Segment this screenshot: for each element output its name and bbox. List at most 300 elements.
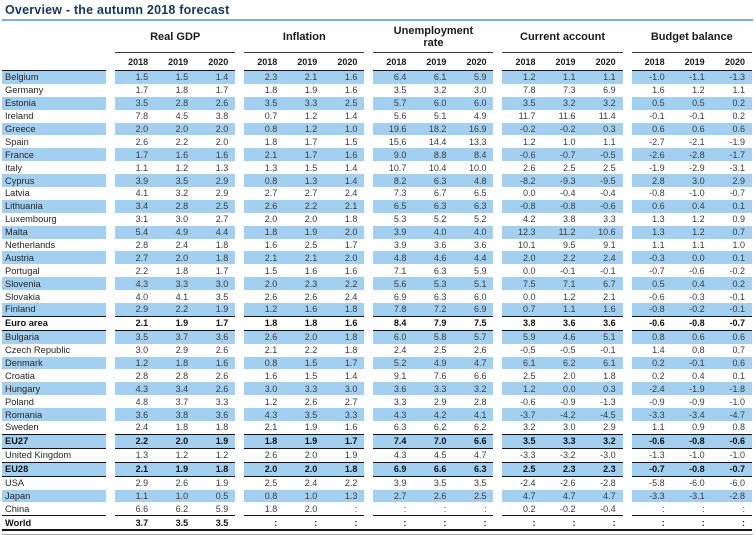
value-cell: 1.3: [324, 490, 364, 503]
column-gap: [623, 71, 632, 84]
value-cell: 4.8: [453, 174, 493, 187]
value-cell: 5.2: [433, 214, 447, 225]
value-cell: -0.2: [543, 123, 583, 136]
value-cell: -4.2: [543, 408, 583, 421]
value-cell: 3.8: [502, 316, 542, 330]
value-cell: -0.8: [672, 316, 712, 330]
value-cell: 5.7: [453, 330, 493, 343]
value-cell: 3.5: [393, 85, 407, 96]
value-cell: 2.6: [264, 291, 278, 302]
value-cell: 1.1: [632, 421, 672, 434]
column-gap: [364, 200, 373, 213]
value-cell: :: [413, 516, 453, 530]
value-cell: 8.4: [373, 316, 413, 330]
value-cell: 2.2: [155, 303, 195, 316]
column-gap: [235, 408, 244, 421]
value-cell: 3.6: [373, 382, 413, 395]
column-gap: [106, 490, 115, 503]
value-cell: 2.3: [284, 277, 324, 290]
column-gap: [106, 200, 115, 213]
value-cell: 3.8: [155, 408, 195, 421]
value-cell: 6.9: [373, 462, 413, 476]
value-cell: 2.0: [284, 448, 324, 462]
value-cell: 2.1: [244, 421, 284, 434]
column-gap: [623, 434, 632, 448]
table-row: [2, 316, 752, 330]
value-cell: 1.8: [195, 251, 235, 264]
value-cell: 1.9: [324, 448, 364, 462]
value-cell: -1.8: [712, 382, 752, 395]
column-gap: [106, 303, 115, 316]
value-cell: 4.1: [175, 291, 189, 302]
value-cell: -0.5: [583, 148, 623, 161]
column-gap: [623, 408, 632, 421]
value-cell: 6.0: [473, 291, 487, 302]
value-cell: 0.0: [522, 265, 536, 276]
row-label: Finland: [2, 303, 106, 316]
value-cell: 4.5: [413, 448, 453, 462]
column-gap: [623, 264, 632, 277]
column-gap: [235, 213, 244, 226]
value-cell: 4.0: [413, 226, 453, 239]
column-gap: [235, 476, 244, 489]
value-cell: -0.1: [729, 291, 745, 302]
column-group-label: [632, 22, 752, 53]
value-cell: 5.4: [115, 226, 155, 239]
column-gap: [493, 408, 502, 421]
value-cell: 1.6: [324, 148, 364, 161]
column-gap: [623, 395, 632, 408]
value-cell: 1.6: [324, 316, 364, 330]
column-gap: [235, 200, 244, 213]
value-cell: 2.5: [433, 345, 447, 356]
value-cell: 3.0: [543, 421, 583, 434]
column-gap: [106, 421, 115, 434]
value-cell: 0.2: [732, 111, 745, 122]
value-cell: 4.3: [115, 382, 155, 395]
table-row: [2, 71, 752, 84]
value-cell: 2.2: [115, 434, 155, 448]
column-gap: [106, 174, 115, 187]
column-gap: [623, 344, 632, 357]
value-cell: 0.8: [712, 421, 752, 434]
row-label: EU28: [2, 462, 106, 476]
value-cell: -2.6: [632, 148, 672, 161]
column-gap: [235, 502, 244, 515]
value-cell: 4.7: [453, 357, 493, 370]
column-gap: [106, 148, 115, 161]
value-cell: 2.9: [175, 345, 189, 356]
value-cell: -0.8: [649, 188, 665, 199]
value-cell: 2.0: [244, 462, 284, 476]
column-gap: [235, 123, 244, 136]
value-cell: 16.9: [453, 123, 493, 136]
column-gap: [106, 476, 115, 489]
page-title: Overview - the autumn 2018 forecast: [5, 3, 230, 17]
value-cell: 0.5: [632, 277, 672, 290]
value-cell: 1.1: [543, 71, 583, 84]
column-gap: [493, 277, 502, 290]
value-cell: 11.6: [558, 111, 576, 122]
column-gap: [106, 516, 115, 530]
value-cell: -5.8: [649, 478, 665, 489]
column-gap: [106, 316, 115, 330]
value-cell: 5.8: [413, 330, 453, 343]
column-gap: [493, 462, 502, 476]
value-cell: 2.8: [135, 370, 149, 381]
value-cell: 0.0: [522, 188, 536, 199]
value-cell: -0.3: [632, 251, 672, 264]
value-cell: 7.0: [413, 434, 453, 448]
value-cell: 1.0: [732, 240, 745, 251]
value-cell: 2.4: [583, 251, 623, 264]
value-cell: :: [672, 516, 712, 530]
year-label: 2018: [502, 53, 542, 71]
row-label: Latvia: [5, 188, 30, 199]
value-cell: -2.8: [600, 478, 616, 489]
value-cell: 0.2: [652, 370, 665, 381]
value-cell: 1.4: [344, 111, 358, 122]
table-row: [2, 213, 752, 226]
value-cell: 5.9: [473, 265, 487, 276]
value-cell: :: [632, 516, 672, 530]
table-row: [2, 174, 752, 187]
value-cell: 3.5: [155, 516, 195, 530]
value-cell: 6.6: [473, 370, 487, 381]
column-gap: [364, 344, 373, 357]
value-cell: 2.6: [215, 370, 229, 381]
value-cell: 2.0: [155, 123, 195, 136]
value-cell: 6.2: [155, 502, 195, 515]
column-gap: [235, 135, 244, 148]
value-cell: 0.1: [712, 200, 752, 213]
value-cell: :: [712, 516, 752, 530]
value-cell: 1.7: [324, 434, 364, 448]
value-cell: -0.1: [600, 265, 616, 276]
row-label: Lithuania: [2, 200, 106, 213]
value-cell: 3.5: [433, 478, 447, 489]
value-cell: -4.5: [583, 408, 623, 421]
value-cell: -0.6: [632, 434, 672, 448]
column-gap: [493, 448, 502, 462]
value-cell: 1.7: [215, 85, 229, 96]
value-cell: 8.8: [413, 148, 453, 161]
value-cell: 1.8: [284, 316, 324, 330]
value-cell: 0.5: [632, 97, 672, 110]
value-cell: 1.2: [502, 71, 542, 84]
column-group-text: Inflation: [282, 31, 326, 43]
column-gap: [623, 330, 632, 343]
column-gap: [623, 226, 632, 239]
value-cell: 1.4: [652, 345, 665, 356]
value-cell: 1.7: [115, 148, 155, 161]
value-cell: -0.5: [519, 345, 536, 356]
value-cell: -3.1: [672, 490, 712, 503]
value-cell: 1.8: [344, 345, 358, 356]
value-cell: 1.1: [603, 136, 616, 147]
column-group-label: [502, 22, 622, 53]
year-label: 2018: [244, 53, 284, 71]
column-gap: [493, 290, 502, 303]
value-cell: -3.7: [502, 408, 542, 421]
value-cell: 4.9: [413, 357, 453, 370]
column-gap: [623, 357, 632, 370]
value-cell: 11.2: [543, 226, 583, 239]
column-gap: [364, 174, 373, 187]
value-cell: -0.6: [632, 316, 672, 330]
value-cell: -0.2: [729, 265, 745, 276]
year-label: 2020: [195, 53, 235, 71]
value-cell: -0.9: [689, 396, 705, 407]
value-cell: 2.2: [284, 200, 324, 213]
column-gap: [493, 395, 502, 408]
value-cell: 2.6: [304, 291, 318, 302]
value-cell: 1.7: [195, 316, 235, 330]
value-cell: 4.3: [373, 408, 413, 421]
table-row: [2, 448, 752, 462]
table-row: [2, 434, 752, 448]
column-gap: [364, 110, 373, 123]
value-cell: 3.6: [115, 408, 155, 421]
value-cell: 2.1: [244, 251, 284, 264]
column-gap: [106, 187, 115, 200]
value-cell: 2.7: [344, 396, 358, 407]
year-label: 2020: [453, 53, 493, 71]
column-gap: [364, 369, 373, 382]
value-cell: -0.6: [712, 434, 752, 448]
column-gap: [493, 344, 502, 357]
value-cell: 6.1: [502, 357, 542, 370]
value-cell: 5.9: [453, 71, 493, 84]
value-cell: 7.5: [453, 316, 493, 330]
value-cell: 3.5: [195, 516, 235, 530]
column-gap: [106, 448, 115, 462]
value-cell: -0.7: [632, 462, 672, 476]
value-cell: -8.2: [502, 174, 542, 187]
row-label: Germany: [5, 85, 44, 96]
value-cell: 1.2: [563, 291, 576, 302]
value-cell: 3.0: [135, 345, 149, 356]
column-gap: [235, 357, 244, 370]
value-cell: 6.2: [453, 421, 493, 434]
column-group-text: Current account: [520, 31, 606, 43]
value-cell: 0.7: [712, 226, 752, 239]
value-cell: 0.8: [244, 123, 284, 136]
value-cell: -0.7: [729, 188, 745, 199]
value-cell: -0.7: [712, 462, 752, 476]
value-cell: 1.4: [324, 174, 364, 187]
value-cell: 2.0: [324, 226, 364, 239]
value-cell: 2.6: [473, 345, 487, 356]
value-cell: 7.5: [502, 277, 542, 290]
column-gap: [235, 97, 244, 110]
value-cell: 2.2: [344, 478, 358, 489]
column-gap: [493, 382, 502, 395]
value-cell: :: [712, 502, 752, 515]
value-cell: 2.2: [175, 136, 189, 147]
column-gap: [364, 251, 373, 264]
column-gap: [364, 226, 373, 239]
column-gap: [364, 316, 373, 330]
table-row: [2, 357, 752, 370]
value-cell: 2.6: [522, 162, 536, 173]
value-cell: 2.9: [195, 174, 235, 187]
column-gap: [235, 187, 244, 200]
row-label: Portugal: [5, 265, 40, 276]
column-gap: [235, 395, 244, 408]
value-cell: 11.4: [598, 111, 616, 122]
value-cell: 3.3: [155, 277, 195, 290]
column-gap: [493, 239, 502, 252]
value-cell: -2.7: [649, 136, 665, 147]
value-cell: -1.0: [729, 396, 745, 407]
column-gap: [364, 84, 373, 97]
column-gap: [106, 110, 115, 123]
value-cell: 1.8: [195, 421, 235, 434]
value-cell: 19.6: [373, 123, 413, 136]
value-cell: -0.8: [502, 200, 542, 213]
column-gap: [623, 174, 632, 187]
value-cell: 13.3: [468, 136, 487, 147]
value-cell: -0.8: [672, 434, 712, 448]
value-cell: -3.3: [502, 448, 542, 462]
column-gap: [623, 502, 632, 515]
row-label: Estonia: [2, 97, 106, 110]
value-cell: 3.6: [195, 408, 235, 421]
value-cell: 6.3: [433, 291, 447, 302]
value-cell: 2.0: [502, 251, 542, 264]
value-cell: 3.2: [583, 97, 623, 110]
value-cell: 9.1: [393, 370, 407, 381]
column-group-label: [373, 22, 493, 53]
value-cell: 3.2: [433, 85, 447, 96]
value-cell: 2.9: [433, 396, 447, 407]
value-cell: 6.2: [543, 357, 583, 370]
value-cell: 2.8: [175, 370, 189, 381]
value-cell: -0.7: [543, 148, 583, 161]
table-row: [2, 84, 752, 97]
title-underline: [2, 19, 753, 21]
value-cell: 1.8: [244, 434, 284, 448]
column-gap: [106, 239, 115, 252]
value-cell: 2.7: [215, 214, 229, 225]
value-cell: 2.0: [284, 462, 324, 476]
value-cell: 1.2: [175, 162, 189, 173]
value-cell: 1.1: [692, 240, 705, 251]
column-gap: [235, 110, 244, 123]
value-cell: 0.2: [712, 97, 752, 110]
column-gap: [106, 213, 115, 226]
value-cell: -0.4: [600, 188, 616, 199]
value-cell: 3.6: [583, 316, 623, 330]
value-cell: 1.3: [632, 226, 672, 239]
value-cell: 1.8: [155, 357, 195, 370]
column-gap: [364, 303, 373, 316]
value-cell: 2.8: [632, 174, 672, 187]
row-label: Croatia: [5, 370, 35, 381]
column-gap: [623, 382, 632, 395]
column-gap: [364, 476, 373, 489]
column-gap: [493, 110, 502, 123]
value-cell: 1.7: [135, 85, 149, 96]
row-label: Czech Republic: [5, 345, 71, 356]
column-gap: [493, 84, 502, 97]
row-label: Denmark: [2, 357, 106, 370]
value-cell: 4.8: [135, 396, 149, 407]
value-cell: 6.6: [413, 462, 453, 476]
row-label: Malta: [2, 226, 106, 239]
value-cell: 1.5: [155, 71, 195, 84]
column-gap: [364, 502, 373, 515]
value-cell: 6.9: [603, 85, 616, 96]
value-cell: -9.3: [543, 174, 583, 187]
value-cell: 5.9: [502, 330, 542, 343]
column-gap: [493, 490, 502, 503]
column-gap: [235, 161, 244, 174]
column-gap: [493, 148, 502, 161]
column-gap: [623, 516, 632, 530]
value-cell: 1.9: [195, 434, 235, 448]
value-cell: 3.6: [195, 330, 235, 343]
value-cell: -0.4: [560, 188, 576, 199]
value-cell: 2.7: [304, 188, 318, 199]
column-gap: [623, 200, 632, 213]
value-cell: 3.0: [473, 85, 487, 96]
value-cell: 0.8: [692, 345, 705, 356]
value-cell: 1.7: [304, 136, 318, 147]
column-gap: [106, 123, 115, 136]
row-label: USA: [5, 478, 25, 489]
row-label: Romania: [2, 408, 106, 421]
column-gap: [364, 490, 373, 503]
value-cell: 2.1: [264, 345, 278, 356]
value-cell: 1.2: [155, 448, 195, 462]
column-gap: [106, 71, 115, 84]
row-label: Luxembourg: [5, 214, 57, 225]
value-cell: 11.7: [518, 111, 536, 122]
column-group-text: Budget balance: [650, 31, 733, 43]
column-gap: [623, 213, 632, 226]
value-cell: :: [324, 516, 364, 530]
column-gap: [106, 408, 115, 421]
value-cell: 2.0: [215, 136, 229, 147]
value-cell: 1.6: [324, 71, 364, 84]
value-cell: 2.0: [304, 214, 318, 225]
value-cell: -0.8: [632, 303, 672, 316]
value-cell: 9.5: [563, 240, 576, 251]
row-label: World: [2, 516, 106, 530]
row-label: Slovenia: [2, 277, 106, 290]
value-cell: 3.7: [155, 330, 195, 343]
column-gap: [235, 174, 244, 187]
value-cell: 1.1: [583, 71, 623, 84]
value-cell: 3.9: [393, 478, 407, 489]
column-gap: [235, 316, 244, 330]
value-cell: 1.6: [264, 370, 278, 381]
value-cell: 6.6: [115, 502, 155, 515]
value-cell: -1.0: [672, 448, 712, 462]
value-cell: 3.5: [115, 97, 155, 110]
value-cell: -0.6: [689, 265, 705, 276]
column-gap: [623, 369, 632, 382]
value-cell: 1.0: [563, 136, 576, 147]
column-gap: [235, 277, 244, 290]
value-cell: 2.5: [304, 240, 318, 251]
value-cell: 0.5: [195, 490, 235, 503]
value-cell: 3.3: [215, 396, 229, 407]
value-cell: 6.3: [413, 200, 453, 213]
column-gap: [106, 226, 115, 239]
